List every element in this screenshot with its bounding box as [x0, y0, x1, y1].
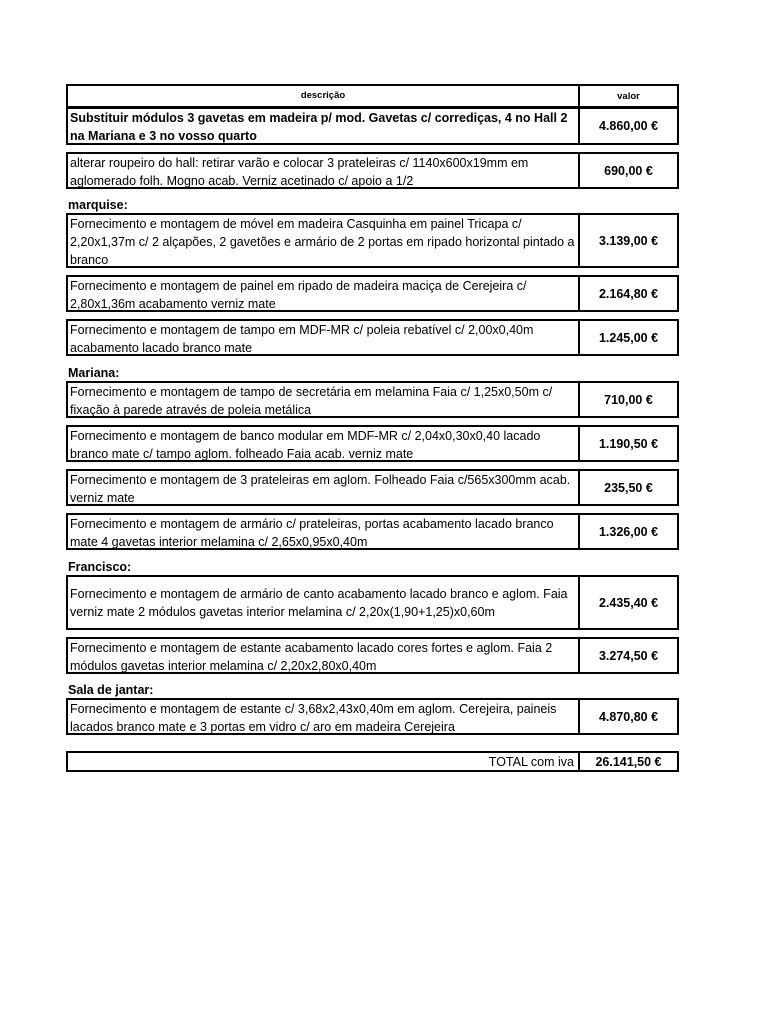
- table-row: [66, 513, 679, 550]
- row-description: alterar roupeiro do hall: retirar varão e colocar 3 prateleiras c/ 1140x600x19mm em aglomerado folh. Mogno acab. Verniz acetinado c/ apoio a 1/2: [68, 154, 580, 187]
- table-row: [66, 425, 679, 462]
- section-francisco: Francisco:: [68, 560, 132, 574]
- table-header: [66, 84, 679, 108]
- row-value: 1.190,50 €: [598, 436, 659, 451]
- table-row: [66, 319, 679, 356]
- row-value: 4.870,80 €: [598, 709, 659, 724]
- row-description: Substituir módulos 3 gavetas em madeira p/ mod. Gavetas c/ corrediças, 4 no Hall 2 na Mariana e 3 no vosso quarto: [68, 109, 580, 143]
- row-description: Fornecimento e montagem de estante c/ 3,68x2,43x0,40m em aglom. Cerejeira, paineis lacados branco mate e 3 portas em vidro c/ aro em madeira Cerejeira: [68, 700, 580, 733]
- row-description: Fornecimento e montagem de banco modular em MDF-MR c/ 2,04x0,30x0,40 lacado branco mate c/ tampo aglom. folheado Faia acab. verniz mate: [68, 427, 580, 460]
- row-value: 690,00 €: [604, 163, 653, 178]
- section-sala-de-jantar: Sala de jantar:: [68, 683, 154, 697]
- table-row: [66, 637, 679, 674]
- row-value: 2.435,40 €: [598, 595, 659, 610]
- row-value: 2.164,80 €: [598, 286, 659, 301]
- row-value: 235,50 €: [604, 480, 653, 495]
- row-value: 3.274,50 €: [598, 648, 659, 663]
- table-row: [66, 275, 679, 312]
- row-description: Fornecimento e montagem de armário de canto acabamento lacado branco e aglom. Faia verniz mate 2 módulos gavetas interior melamina c/ 2,20x(1,90+1,25)x0,60m: [68, 577, 580, 628]
- row-description: Fornecimento e montagem de tampo de secretária em melamina Faia c/ 1,25x0,50m c/ fixação à parede através de poleia metálica: [68, 383, 580, 416]
- header-value: valor: [617, 90, 640, 102]
- row-value: 4.860,00 €: [598, 119, 659, 133]
- table-row: [66, 698, 679, 735]
- row-description: Fornecimento e montagem de armário c/ prateleiras, portas acabamento lacado branco mate 4 gavetas interior melamina c/ 2,65x0,95x0,40m: [68, 515, 580, 548]
- section-marquise: marquise:: [68, 198, 128, 212]
- row-description: Fornecimento e montagem de tampo em MDF-MR c/ poleia rebatível c/ 2,00x0,40m acabamento lacado branco mate: [68, 321, 580, 354]
- total-label: TOTAL com iva: [68, 753, 580, 770]
- total-value: 26.141,50 €: [595, 754, 662, 769]
- row-description: Fornecimento e montagem de estante acabamento lacado cores fortes e aglom. Faia 2 módulos gavetas interior melamina c/ 2,20x2,80x0,40m: [68, 639, 580, 672]
- row-value: 1.326,00 €: [598, 524, 659, 539]
- table-row: [66, 469, 679, 506]
- table-row: [66, 107, 679, 145]
- row-value: 3.139,00 €: [598, 233, 659, 248]
- total-row: [66, 751, 679, 772]
- row-value: 1.245,00 €: [598, 330, 659, 345]
- table-row: [66, 575, 679, 630]
- row-description: Fornecimento e montagem de móvel em madeira Casquinha em painel Tricapa c/ 2,20x1,37m c/ 2 alçapões, 2 gavetões e armário de 2 portas em ripado horizontal pintado a branco: [68, 215, 580, 266]
- section-mariana: Mariana:: [68, 366, 120, 380]
- header-description: descrição: [68, 86, 580, 106]
- row-description: Fornecimento e montagem de painel em ripado de madeira maciça de Cerejeira c/ 2,80x1,36m acabamento verniz mate: [68, 277, 580, 310]
- row-description: Fornecimento e montagem de 3 prateleiras em aglom. Folheado Faia c/565x300mm acab. verniz mate: [68, 471, 580, 504]
- table-row: [66, 381, 679, 418]
- row-value: 710,00 €: [604, 392, 653, 407]
- table-row: [66, 213, 679, 268]
- table-row: [66, 152, 679, 189]
